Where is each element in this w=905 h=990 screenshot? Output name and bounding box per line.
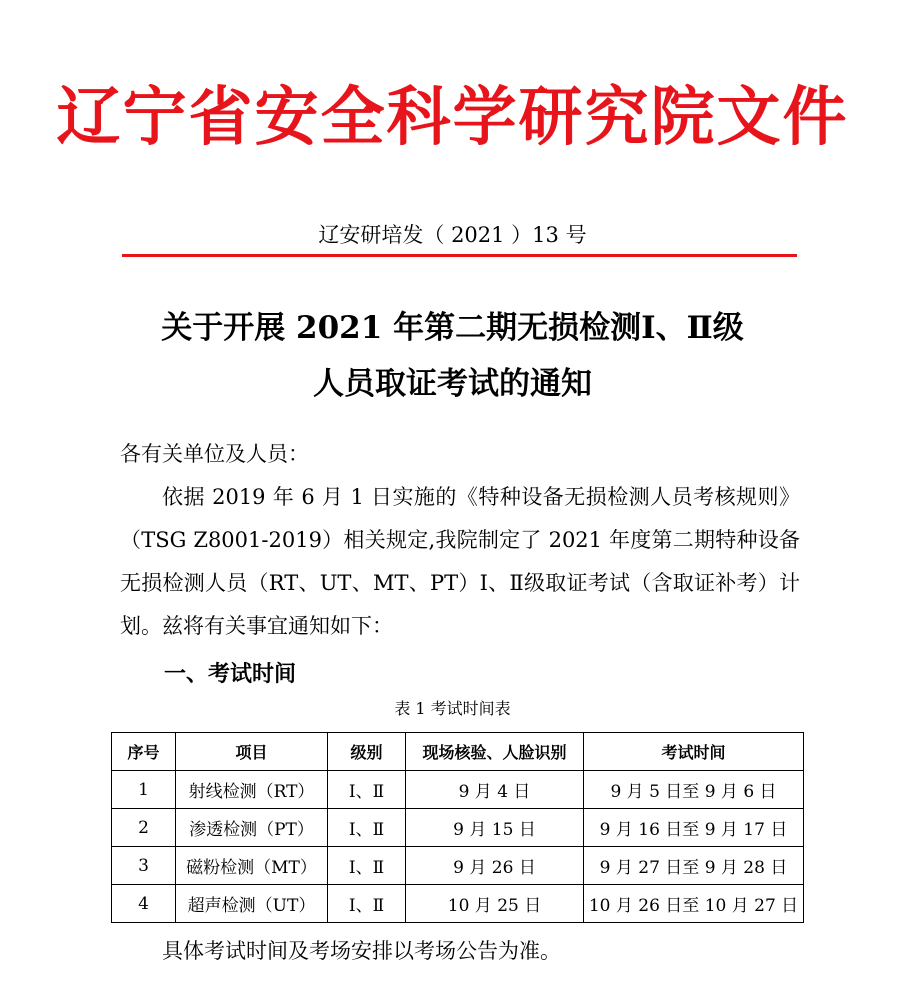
notice-title-line-1: 关于开展 2021 年第二期无损检测Ⅰ、Ⅱ级	[161, 310, 744, 346]
cell-verify: 9 月 26 日	[406, 847, 584, 885]
table-caption: 表 1 考试时间表	[394, 699, 511, 718]
cell-no: 3	[112, 847, 176, 885]
notice-title-line-2: 人员取证考试的通知	[313, 366, 592, 402]
header-exam-time: 考试时间	[584, 733, 804, 771]
document-header-title: 辽宁省安全科学研究院文件	[56, 80, 849, 155]
cell-exam-time: 9 月 27 日至 9 月 28 日	[584, 847, 804, 885]
header-level: 级别	[328, 733, 406, 771]
document-number: 辽安研培发（ 2021 ）13 号	[318, 223, 587, 247]
cell-exam-time: 9 月 5 日至 9 月 6 日	[584, 771, 804, 809]
closing-paragraph: 具体考试时间及考场安排以考场公告为准。	[162, 939, 561, 963]
cell-item: 磁粉检测（MT）	[176, 847, 328, 885]
cell-level: Ⅰ、Ⅱ	[328, 847, 406, 885]
table-header-row	[112, 733, 804, 771]
header-item: 项目	[176, 733, 328, 771]
cell-level: Ⅰ、Ⅱ	[328, 885, 406, 923]
table-row	[112, 885, 804, 923]
exam-schedule-table	[111, 732, 804, 923]
table-row	[112, 771, 804, 809]
cell-item: 射线检测（RT）	[176, 771, 328, 809]
cell-item: 超声检测（UT）	[176, 885, 328, 923]
cell-item: 渗透检测（PT）	[176, 809, 328, 847]
table-row	[112, 809, 804, 847]
header-verify: 现场核验、人脸识别	[406, 733, 584, 771]
cell-no: 1	[112, 771, 176, 809]
cell-verify: 9 月 4 日	[406, 771, 584, 809]
red-divider-line	[122, 254, 797, 257]
cell-verify: 9 月 15 日	[406, 809, 584, 847]
section-heading-exam-time: 一、考试时间	[164, 662, 297, 687]
body-paragraph: 依据 2019 年 6 月 1 日实施的《特种设备无损检测人员考核规则》（TSG Z8001-2019）相关规定,我院制定了 2021 年度第二期特种设备无损检测人员（RT、UT、MT、PT）Ⅰ、Ⅱ级取证考试（含取证补考）计划。兹将有关事宜通知如下：	[120, 485, 800, 638]
cell-verify: 10 月 25 日	[406, 885, 584, 923]
cell-exam-time: 10 月 26 日至 10 月 27 日	[584, 885, 804, 923]
salutation: 各有关单位及人员：	[120, 442, 309, 466]
cell-no: 4	[112, 885, 176, 923]
header-no: 序号	[112, 733, 176, 771]
table-row	[112, 847, 804, 885]
cell-no: 2	[112, 809, 176, 847]
cell-level: Ⅰ、Ⅱ	[328, 809, 406, 847]
cell-level: Ⅰ、Ⅱ	[328, 771, 406, 809]
cell-exam-time: 9 月 16 日至 9 月 17 日	[584, 809, 804, 847]
